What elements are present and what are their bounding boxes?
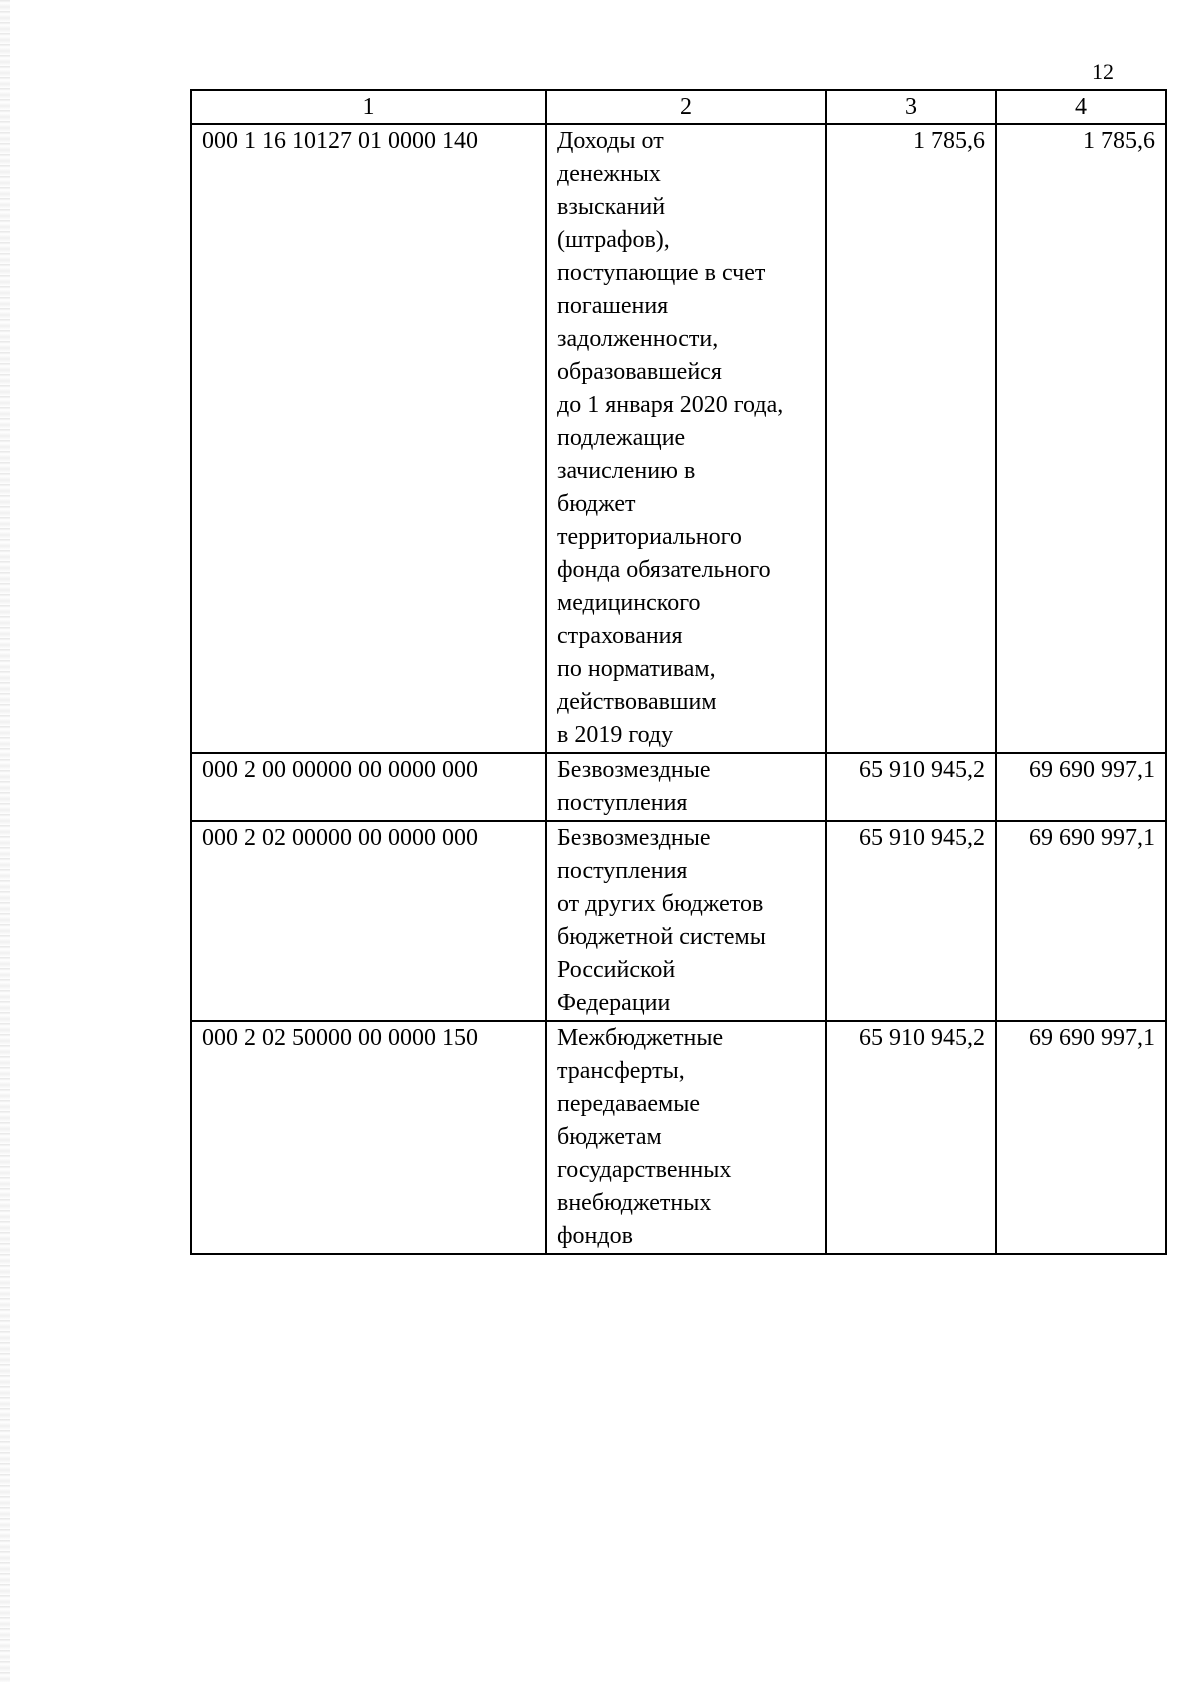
amount-col-4: 69 690 997,1 xyxy=(996,821,1166,1021)
classification-code: 000 2 02 50000 00 0000 150 xyxy=(191,1021,546,1254)
table-row xyxy=(191,821,1166,1021)
income-name-line: (штрафов), xyxy=(557,227,670,253)
income-name-line: от других бюджетов xyxy=(557,891,764,917)
classification-code: 000 1 16 10127 01 0000 140 xyxy=(191,124,546,753)
income-name-line: Федерации xyxy=(557,990,671,1016)
income-name xyxy=(546,821,826,1021)
income-name-line: Доходы от xyxy=(557,128,664,154)
income-name-line: Безвозмездные xyxy=(557,757,711,783)
income-name xyxy=(546,1021,826,1254)
income-name-line: трансферты, xyxy=(557,1058,685,1084)
income-name-line: государственных xyxy=(557,1157,732,1183)
budget-table xyxy=(190,89,1167,1255)
income-name-line: денежных xyxy=(557,161,661,187)
amount-col-4: 69 690 997,1 xyxy=(996,753,1166,821)
income-name-line: страхования xyxy=(557,623,683,649)
income-name-line: бюджет xyxy=(557,491,636,517)
income-name-line: Безвозмездные xyxy=(557,825,711,851)
income-name-line: медицинского xyxy=(557,590,701,616)
income-name-line: территориального xyxy=(557,524,742,550)
income-name-line: бюджетам xyxy=(557,1124,662,1150)
classification-code: 000 2 00 00000 00 0000 000 xyxy=(191,753,546,821)
income-name xyxy=(546,124,826,753)
table-row xyxy=(191,124,1166,753)
income-name-line: взысканий xyxy=(557,194,666,220)
income-name-line: поступающие в счет xyxy=(557,260,766,286)
income-name xyxy=(546,753,826,821)
income-name-line: фонда обязательного xyxy=(557,557,771,583)
income-name-line: задолженности, xyxy=(557,326,719,352)
header-col-2: 2 xyxy=(546,90,826,124)
income-name-line: действовавшим xyxy=(557,689,717,715)
income-name-line: подлежащие xyxy=(557,425,686,451)
page-number: 12 xyxy=(1092,59,1114,84)
income-name-line: в 2019 году xyxy=(557,722,674,748)
amount-col-3: 65 910 945,2 xyxy=(826,821,996,1021)
income-name-line: до 1 января 2020 года, xyxy=(557,392,784,418)
income-name-line: поступления xyxy=(557,790,688,816)
amount-col-4: 69 690 997,1 xyxy=(996,1021,1166,1254)
table-row xyxy=(191,1021,1166,1254)
income-name-line: зачислению в xyxy=(557,458,696,484)
income-name-line: образовавшейся xyxy=(557,359,722,385)
header-row xyxy=(191,90,1166,124)
income-name-line: по нормативам, xyxy=(557,656,716,682)
header-col-1: 1 xyxy=(191,90,546,124)
classification-code: 000 2 02 00000 00 0000 000 xyxy=(191,821,546,1021)
income-name-line: Межбюджетные xyxy=(557,1025,724,1051)
income-name-line: фондов xyxy=(557,1223,633,1249)
scan-edge-artifact xyxy=(0,0,10,1682)
income-name-line: бюджетной системы xyxy=(557,924,766,950)
amount-col-3: 1 785,6 xyxy=(826,124,996,753)
income-name-line: передаваемые xyxy=(557,1091,700,1117)
income-name-line: Российской xyxy=(557,957,676,983)
income-name-line: погашения xyxy=(557,293,669,319)
income-name-line: внебюджетных xyxy=(557,1190,712,1216)
header-col-4: 4 xyxy=(996,90,1166,124)
header-col-3: 3 xyxy=(826,90,996,124)
amount-col-4: 1 785,6 xyxy=(996,124,1166,753)
income-name-line: поступления xyxy=(557,858,688,884)
amount-col-3: 65 910 945,2 xyxy=(826,1021,996,1254)
table-row xyxy=(191,753,1166,821)
amount-col-3: 65 910 945,2 xyxy=(826,753,996,821)
